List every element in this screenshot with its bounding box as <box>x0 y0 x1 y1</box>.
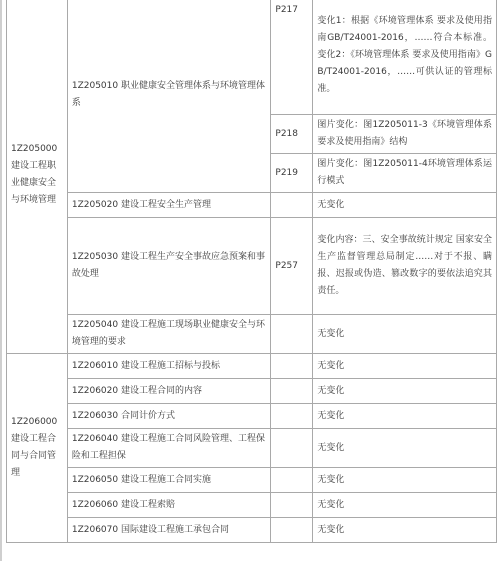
section-cell: 1Z205030 建设工程生产安全事故应急预案和事故处理 <box>67 218 271 315</box>
page-cell <box>271 354 313 379</box>
section-cell: 1Z205040 建设工程施工现场职业健康安全与环境管理的要求 <box>67 315 271 354</box>
change-cell: 图片变化：图1Z205011-4环境管理体系运行模式 <box>313 154 497 193</box>
page-cell: P219 <box>271 154 313 193</box>
page-cell <box>271 468 313 493</box>
table-row <box>7 493 497 518</box>
change-cell: 无变化 <box>313 193 497 218</box>
change-cell: 无变化 <box>313 404 497 429</box>
section-cell: 1Z206010 建设工程施工招标与投标 <box>67 354 271 379</box>
change-cell: 无变化 <box>313 315 497 354</box>
page-cell <box>271 493 313 518</box>
change-cell: 无变化 <box>313 518 497 543</box>
change-cell: 无变化 <box>313 429 497 468</box>
change-cell: 图片变化：图1Z205011-3《环境管理体系 要求及使用指南》结构 <box>313 115 497 154</box>
page-cell <box>271 404 313 429</box>
section-cell: 1Z206020 建设工程合同的内容 <box>67 379 271 404</box>
section-cell: 1Z206070 国际建设工程施工承包合同 <box>67 518 271 543</box>
change-cell: 无变化 <box>313 468 497 493</box>
change-cell: 无变化 <box>313 354 497 379</box>
section-cell: 1Z205020 建设工程安全生产管理 <box>67 193 271 218</box>
section-cell: 1Z206030 合同计价方式 <box>67 404 271 429</box>
page-cell <box>271 193 313 218</box>
chapter-cell: 1Z206000 建设工程合同与合同管理 <box>7 354 68 543</box>
chapter-cell: 1Z205000 建设工程职业健康安全与环境管理 <box>7 0 68 354</box>
page-cell: P257 <box>271 218 313 315</box>
change-cell: 变化1：根据《环境管理体系 要求及使用指南GB/T24001-2016，……符合本标准。 变化2：《环境管理体系 要求及使用指南》GB/T24001-2016，……可供认证的管理标准。 <box>313 0 497 115</box>
page-cell: P218 <box>271 115 313 154</box>
page-cell: P217 <box>271 0 313 115</box>
section-cell: 1Z206040 建设工程施工合同风险管理、工程保险和工程担保 <box>67 429 271 468</box>
table-row <box>7 404 497 429</box>
table-row <box>7 379 497 404</box>
section-cell: 1Z205010 职业健康安全管理体系与环境管理体系 <box>67 0 271 193</box>
table-row <box>7 518 497 543</box>
page-cell <box>271 429 313 468</box>
table-row <box>7 315 497 354</box>
section-cell: 1Z206060 建设工程索赔 <box>67 493 271 518</box>
table-row <box>7 429 497 468</box>
table-row <box>7 193 497 218</box>
page-cell <box>271 518 313 543</box>
page-cell <box>271 379 313 404</box>
table-row <box>7 468 497 493</box>
change-cell: 变化内容：三、安全事故统计规定 国家安全生产监督管理总局制定……对于不报、瞒报、迟报或伪造、篡改数字的要依法追究其责任。 <box>313 218 497 315</box>
table-row <box>7 218 497 315</box>
section-cell: 1Z206050 建设工程施工合同实施 <box>67 468 271 493</box>
page-cell <box>271 315 313 354</box>
change-cell: 无变化 <box>313 493 497 518</box>
change-cell: 无变化 <box>313 379 497 404</box>
table-row <box>7 354 497 379</box>
table-row <box>7 0 497 115</box>
changes-table <box>6 0 497 543</box>
